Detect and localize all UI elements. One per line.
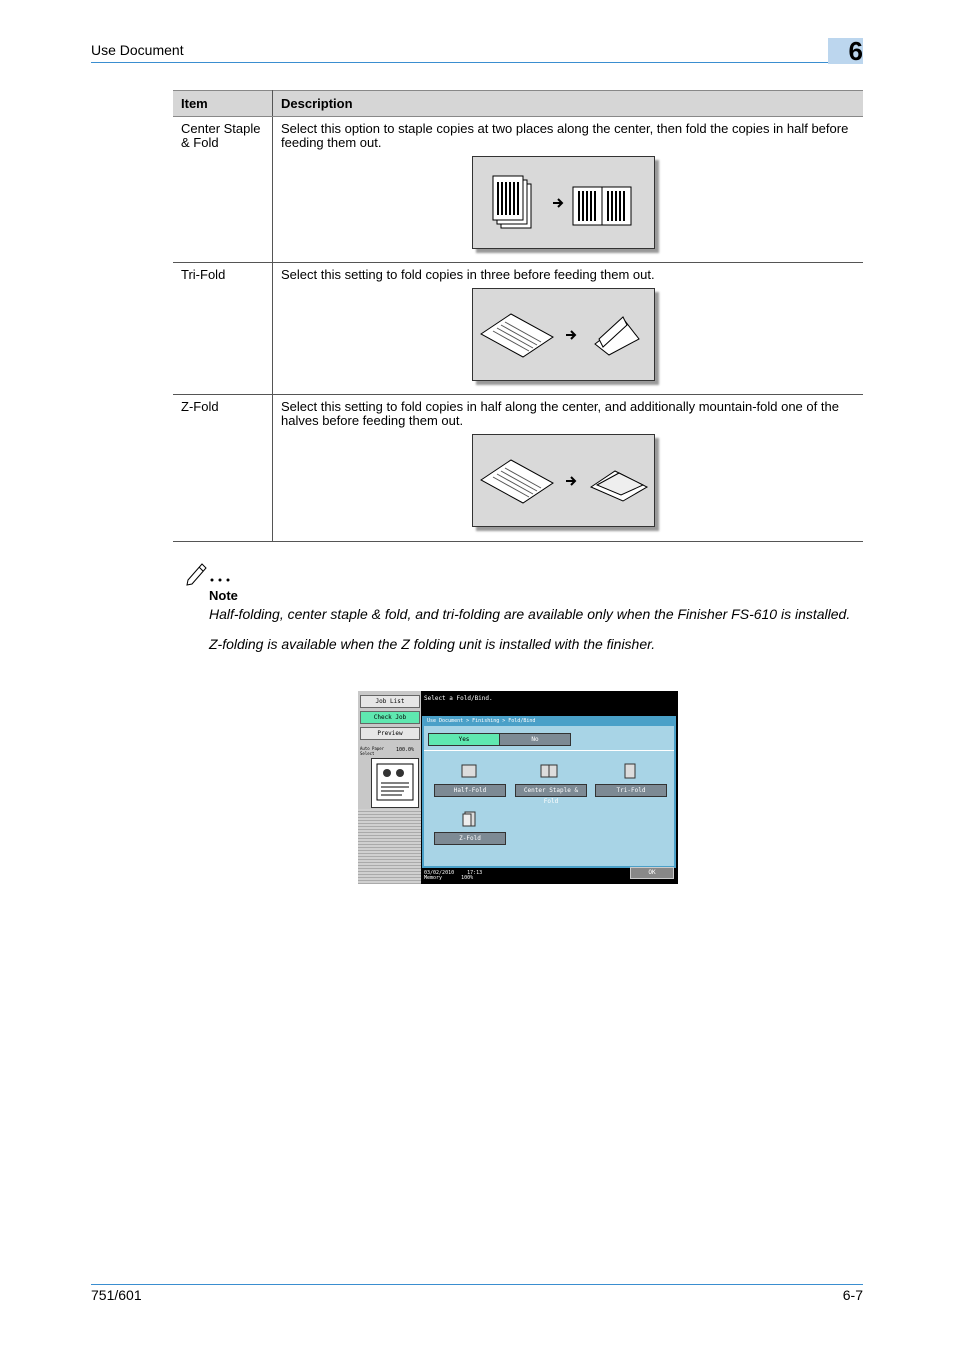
control-panel-screenshot [358, 691, 678, 884]
description-cell [273, 395, 864, 542]
item-cell: Center Staple & Fold [173, 117, 273, 263]
breadcrumb: Use Document > Finishing > Fold/Bind [427, 718, 536, 724]
z-fold-button[interactable]: Z-Fold [434, 832, 506, 845]
description-text: Select this setting to fold copies in half along the center, and additionally mountain-fold one of the halves before feeding them out. [281, 399, 839, 428]
check-job-button[interactable]: Check Job [360, 711, 420, 724]
note-pencil-icon [184, 560, 234, 586]
description-text: Select this setting to fold copies in three before feeding them out. [281, 267, 655, 282]
z-fold-illustration [472, 434, 655, 527]
document-preview-thumbnail [371, 758, 419, 808]
note-line: Half-folding, center staple & fold, and tri-folding are available only when the Finisher FS-610 is installed. [209, 606, 851, 622]
memory-value: 100% [461, 875, 474, 881]
message-text: Select a Fold/Bind. [424, 695, 493, 702]
item-cell: Tri-Fold [173, 263, 273, 395]
table-row [173, 263, 863, 395]
table-row [173, 117, 863, 263]
memory-label: Memory [424, 875, 443, 881]
zoom-value: 100.0% [396, 747, 415, 753]
date-text: 03/02/2010 [424, 870, 455, 876]
divider [424, 750, 674, 751]
running-header: Use Document [91, 42, 184, 58]
tri-fold-icon [624, 763, 636, 779]
item-cell: Z-Fold [173, 395, 273, 542]
footer-page-number: 6-7 [842, 1287, 863, 1303]
job-list-button[interactable]: Job List [360, 695, 420, 708]
table-row [173, 395, 863, 542]
options-area [424, 726, 674, 866]
half-fold-button[interactable]: Half-Fold [434, 784, 506, 797]
time-text: 17:13 [467, 870, 483, 876]
left-panel-pattern [358, 809, 421, 884]
table-header-row [173, 91, 863, 117]
preview-button[interactable]: Preview [360, 727, 420, 740]
footer-model: 751/601 [91, 1287, 142, 1303]
description-text: Select this option to staple copies at two places along the center, then fold the copies in half before feeding them out. [281, 121, 849, 150]
tri-fold-button[interactable]: Tri-Fold [595, 784, 667, 797]
center-staple-fold-button[interactable]: Center Staple & Fold [515, 784, 587, 797]
note-label: Note [209, 588, 238, 603]
main-panel [422, 716, 676, 868]
preview-page-icon [372, 759, 418, 807]
fold-options-table [173, 90, 863, 542]
footer-rule [91, 1284, 863, 1285]
yes-button[interactable]: Yes [428, 733, 500, 746]
description-cell [273, 263, 864, 395]
tri-fold-diagram-icon [473, 289, 654, 380]
paper-select-info: Auto Paper Select [360, 746, 385, 756]
no-button[interactable]: No [499, 733, 571, 746]
column-header-description: Description [273, 91, 864, 117]
z-fold-diagram-icon [473, 435, 654, 526]
header-rule [91, 62, 863, 63]
center-staple-fold-icon [540, 764, 558, 778]
chapter-number: 6 [848, 36, 863, 66]
staple-fold-diagram-icon [473, 157, 654, 248]
left-panel [358, 691, 421, 884]
center-staple-fold-illustration [472, 156, 655, 249]
status-bar [424, 871, 482, 881]
column-header-item: Item [173, 91, 273, 117]
tri-fold-illustration [472, 288, 655, 381]
z-fold-icon [462, 811, 476, 827]
note-line: Z-folding is available when the Z folding unit is installed with the finisher. [209, 636, 656, 652]
ok-button[interactable]: OK [630, 867, 674, 879]
description-cell [273, 117, 864, 263]
half-fold-icon [461, 764, 477, 778]
